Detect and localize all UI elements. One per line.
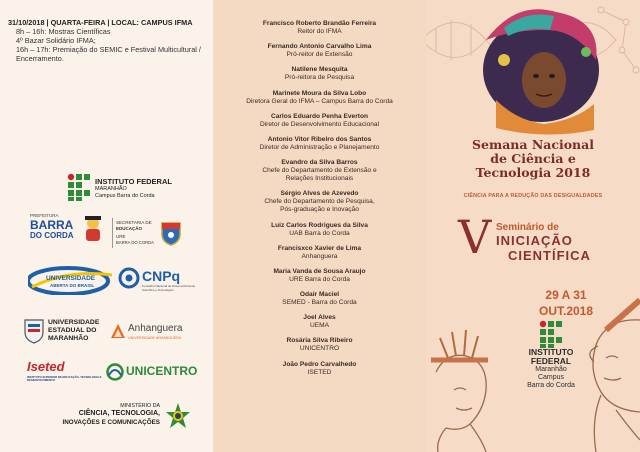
prefeitura-logo: [26, 213, 116, 249]
staff-role: ISETED: [307, 368, 332, 376]
staff-entry: [213, 291, 426, 307]
staff-entry: [213, 361, 426, 377]
staff-entry: [213, 136, 426, 152]
staff-role: UNICENTRO: [299, 345, 340, 353]
unicentro-name: UNICENTRO: [126, 364, 198, 378]
staff-entry: [213, 113, 426, 129]
ifma-cover-line-4: Campus: [537, 374, 565, 381]
staff-name: Odair Maciel: [299, 291, 340, 299]
staff-role: UAB Barra do Corda: [289, 229, 350, 237]
seduc-line-2: EDUCAÇÃO: [116, 226, 143, 231]
staff-role: Pró-reitora de Pesquisa: [284, 74, 355, 82]
ministerio-line-1: MINISTÉRIO DA: [120, 403, 160, 409]
event-title-line-2: de Ciência e: [490, 151, 576, 166]
brazil-coat-of-arms-icon: [164, 402, 192, 432]
staff-role: Chefe do Departamento de Pesquisa,: [264, 198, 375, 206]
staff-role: Diretor de Administração e Planejamento: [259, 143, 380, 151]
cnpq-mark-icon: [118, 267, 140, 289]
staff-name: Marinete Moura da Silva Lobo: [272, 89, 367, 97]
ifma-logo: [67, 173, 187, 203]
ifma-cover-line-3: Maranhão: [535, 366, 567, 373]
ifma-logo-campus: Campus Barra do Corda: [95, 193, 155, 199]
staff-name: Natilene Mesquita: [291, 66, 348, 74]
seduc-line-1: SECRETARIA DE: [116, 220, 152, 225]
staff-name: Evandro da Silva Barros: [281, 159, 358, 167]
staff-name: Francisco Roberto Brandão Ferreira: [262, 20, 377, 27]
ifma-logo-state: MARANHÃO: [95, 186, 127, 192]
ifma-logo-name: INSTITUTO FEDERAL: [95, 177, 172, 186]
staff-role: Diretor de Desenvolvimento Educacional: [259, 120, 380, 128]
uema-line-2: ESTADUAL DO: [48, 327, 97, 334]
schedule-line: 4º Bazar Solidário IFMA;: [16, 36, 96, 45]
schedule-line: 16h – 17h: Premiação do SEMIC e Festival Multicultural / Encerramento.: [16, 45, 201, 63]
staff-name: Luiz Carlos Rodrigues da Silva: [271, 221, 368, 229]
logo-divider: [112, 218, 113, 248]
staff-role: Pró-reitor de Extensão: [286, 51, 353, 59]
staff-entry: [213, 268, 426, 284]
prefeitura-city-2: DO CORDA: [30, 231, 74, 240]
staff-role: Diretora Geral do IFMA – Campus Barra do Corda: [246, 97, 393, 105]
seminar-line-3: CIENTÍFICA: [508, 248, 591, 263]
ifma-mark-icon: [67, 173, 91, 201]
staff-name: Antonio Vitor Ribeiro dos Santos: [267, 135, 372, 143]
seminar-title: [458, 210, 628, 264]
seminar-line-1: Seminário de: [496, 222, 559, 233]
uab-line-2: ABERTA DO BRASIL: [50, 283, 95, 288]
anhanguera-name: Anhanguera: [128, 323, 183, 334]
seminar-roman-numeral: V: [458, 210, 492, 264]
staff-entry: [213, 337, 426, 353]
staff-name: Maria Vanda de Sousa Araujo: [273, 267, 366, 275]
anhanguera-logo: [110, 320, 198, 346]
staff-name: Sérgio Alves de Azevedo: [280, 190, 359, 198]
staff-entry: [213, 190, 426, 214]
event-date-month: OUT.2018: [538, 304, 594, 318]
staff-entry: [213, 314, 426, 330]
seduc-line-3: URE: [116, 234, 126, 239]
staff-name: Rosária Silva Ribeiro: [286, 337, 353, 345]
mascot-icon: [82, 215, 104, 245]
staff-name: João Pedro Carvalhedo: [282, 360, 357, 368]
iseted-logo: [25, 359, 105, 389]
staff-name: Joel Alves: [303, 314, 336, 322]
staff-role: URE Barra do Corda: [289, 275, 350, 283]
staff-entry: [213, 159, 426, 183]
ministerio-line-3: INOVAÇÕES E COMUNICAÇÕES: [62, 419, 160, 426]
uema-line-3: MARANHÃO: [48, 335, 89, 342]
uema-line-1: UNIVERSIDADE: [48, 319, 100, 326]
left-panel: [0, 0, 213, 452]
ifma-cover-line-2: FEDERAL: [530, 356, 572, 366]
prefeitura-city-1: BARRA: [30, 218, 74, 232]
anhanguera-mark-icon: [110, 323, 126, 339]
staff-entry: [213, 66, 426, 82]
event-date-range: 29 A 31: [545, 288, 587, 302]
uab-logo: [28, 265, 116, 295]
staff-role: Relações Institucionais: [285, 175, 354, 183]
uab-line-1: UNIVERSIDADE: [46, 275, 96, 282]
staff-role: Chefe do Departamento de Extensão e: [262, 167, 377, 175]
event-title: [426, 138, 640, 180]
ministerio-line-2: CIÊNCIA, TECNOLOGIA,: [78, 410, 160, 417]
staff-list: [213, 20, 426, 384]
cnpq-name: CNPq: [142, 268, 181, 284]
molecule-icon: [598, 7, 639, 73]
indigenous-man-illustration: [431, 330, 488, 452]
seduc-ure-logo: [112, 218, 187, 250]
schedule-header: 31/10/2018 | QUARTA-FEIRA | LOCAL: CAMPUS IFMA: [8, 18, 193, 27]
seduc-line-4: BARRA DO CORDA: [116, 240, 154, 245]
staff-entry: [213, 222, 426, 238]
event-title-line-3: Tecnologia 2018: [475, 165, 591, 180]
ministerio-logo: [60, 402, 194, 438]
staff-role: Reitor do IFMA: [297, 28, 342, 35]
iseted-full-name: INSTITUTO SUPERIOR DE EDUCAÇÃO, TECNOLOGIA E DESENVOLVIMENTO: [27, 375, 102, 383]
iseted-name: Iseted: [27, 359, 65, 374]
event-title-line-1: Semana Nacional: [471, 137, 594, 152]
unicentro-mark-icon: [106, 363, 124, 381]
schedule-block: [8, 18, 208, 63]
anhanguera-sub: UNIVERSIDADE ANHANGUERA: [128, 336, 182, 340]
staff-role: Pós-graduação e Inovação: [280, 206, 359, 214]
indigenous-woman-illustration: [483, 9, 599, 134]
seminar-line-2: INICIAÇÃO: [496, 233, 573, 248]
cnpq-full-name: Conselho Nacional de Desenvolvimento Científico e Tecnológico: [142, 284, 196, 292]
staff-name: Carlos Eduardo Penha Everton: [270, 112, 369, 120]
prefeitura-label: PREFEITURA: [30, 213, 59, 218]
staff-entry: [213, 245, 426, 261]
staff-role: UEMA: [309, 322, 330, 330]
cnpq-logo: [118, 266, 198, 298]
african-woman-illustration: [590, 300, 640, 452]
staff-entry: [213, 20, 426, 36]
staff-name: Francisxco Xavier de Lima: [277, 244, 362, 252]
staff-entry: [213, 43, 426, 59]
middle-panel: [213, 0, 426, 452]
ifma-cover-line-1: INSTITUTO: [528, 347, 574, 357]
staff-role: Anhanguera: [301, 252, 338, 260]
staff-name: Fernando Antonio Carvalho Lima: [267, 43, 372, 51]
right-panel: [426, 0, 640, 452]
staff-role: SEMED - Barra do Corda: [282, 299, 357, 307]
maranhao-crest-icon: [160, 220, 182, 246]
staff-entry: [213, 90, 426, 106]
uema-crest-icon: [24, 318, 44, 344]
uema-logo: [24, 318, 110, 350]
ifma-cover-line-5: Barra do Corda: [527, 382, 575, 389]
ifma-mark-icon: [539, 320, 563, 348]
schedule-line: 8h – 16h: Mostras Científicas: [16, 27, 111, 36]
event-subtitle: CIÊNCIA PARA A REDUÇÃO DAS DESIGUALDADES: [463, 193, 603, 199]
unicentro-logo: [106, 362, 198, 386]
